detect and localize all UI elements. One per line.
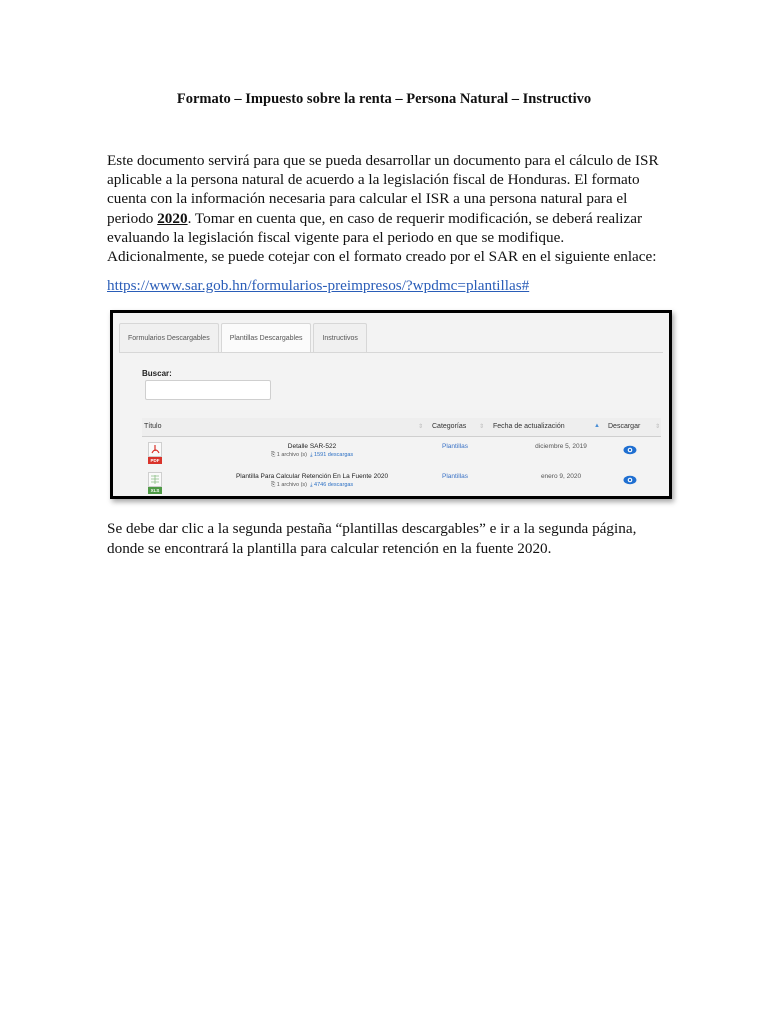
sort-icon[interactable]: ⇕ xyxy=(479,424,485,430)
embedded-screenshot xyxy=(110,310,672,499)
download-count-text: 4746 descargas xyxy=(314,482,354,488)
intro-line xyxy=(107,209,667,228)
tab-instructivos[interactable]: Instructivos xyxy=(313,323,366,352)
table-row xyxy=(142,471,661,499)
sar-link[interactable]: https://www.sar.gob.hn/formularios-preimpresos/?wpdmc=plantillas# xyxy=(107,277,530,294)
column-title[interactable]: Título xyxy=(144,423,162,430)
file-count-text: 1 archivo (s) xyxy=(276,452,308,458)
tab-plantillas[interactable]: Plantillas Descargables xyxy=(221,323,312,352)
download-count: ⤓ 4746 descargas xyxy=(310,482,354,488)
file-count-text: 1 archivo (s) xyxy=(276,482,308,488)
file-meta xyxy=(202,452,422,459)
sort-icon[interactable]: ⇕ xyxy=(655,424,661,430)
intro-line: evaluando la legislación fiscal vigente para el periodo en que se modifique. xyxy=(107,228,565,246)
search-label: Buscar: xyxy=(142,369,172,378)
closing-paragraph xyxy=(107,519,707,559)
update-date: diciembre 5, 2019 xyxy=(535,443,587,450)
search-input[interactable] xyxy=(145,380,271,400)
closing-line: donde se encontrará la plantilla para calcular retención en la fuente 2020. xyxy=(107,540,552,557)
document-title: Formato – Impuesto sobre la renta – Persona Natural – Instructivo xyxy=(176,91,592,107)
file-count: ⎘ 1 archivo (s) xyxy=(270,482,308,488)
category-link[interactable]: Plantillas xyxy=(442,473,469,480)
line-text: . Tomar en cuenta que, en caso de requerir modificación, se deberá realizar xyxy=(187,209,643,227)
file-type-tag: PDF xyxy=(148,457,162,464)
file-type-tag: XLS xyxy=(148,487,162,494)
eye-icon[interactable] xyxy=(623,475,637,485)
eye-icon[interactable] xyxy=(623,445,637,455)
tab-bar xyxy=(119,323,369,352)
intro-paragraph xyxy=(107,151,667,266)
closing-line: Se debe dar clic a la segunda pestaña “plantillas descargables” e ir a la segunda página, xyxy=(107,520,637,537)
xls-file-icon xyxy=(148,472,162,494)
tab-formularios[interactable]: Formularios Descargables xyxy=(119,323,219,352)
file-meta xyxy=(202,482,422,489)
pdf-file-icon xyxy=(148,442,162,464)
sort-icon[interactable]: ⇕ xyxy=(418,424,424,430)
period-year: 2020 xyxy=(157,209,188,227)
file-name: Plantilla Para Calcular Retención En La Fuente 2020 xyxy=(235,473,389,480)
column-download[interactable]: Descargar xyxy=(608,423,641,430)
file-name: Detalle SAR-522 xyxy=(287,443,337,450)
category-link[interactable]: Plantillas xyxy=(442,443,469,450)
line-text: periodo xyxy=(107,209,158,227)
update-date: enero 9, 2020 xyxy=(540,473,582,480)
sort-asc-icon[interactable]: ▲ xyxy=(594,423,600,429)
table-header xyxy=(142,418,661,437)
intro-line: Adicionalmente, se puede cotejar con el formato creado por el SAR en el siguiente enlace: xyxy=(107,248,657,266)
file-sheet xyxy=(148,472,162,487)
column-categories[interactable]: Categorías xyxy=(432,423,467,430)
intro-line: Este documento servirá para que se pueda desarrollar un documento para el cálculo de ISR xyxy=(107,152,659,169)
tab-divider xyxy=(119,352,663,353)
download-count-text: 1591 descargas xyxy=(314,452,354,458)
table-row xyxy=(142,441,661,471)
file-sheet xyxy=(148,442,162,457)
intro-line: aplicable a la persona natural de acuerdo a la legislación fiscal de Honduras. El formato xyxy=(107,171,640,189)
intro-line: cuenta con la información necesaria para calcular el ISR a una persona natural para el xyxy=(107,190,628,208)
download-count: ⤓ 1591 descargas xyxy=(310,452,354,458)
column-date[interactable]: Fecha de actualización xyxy=(493,423,565,430)
file-count: ⎘ 1 archivo (s) xyxy=(270,452,308,458)
